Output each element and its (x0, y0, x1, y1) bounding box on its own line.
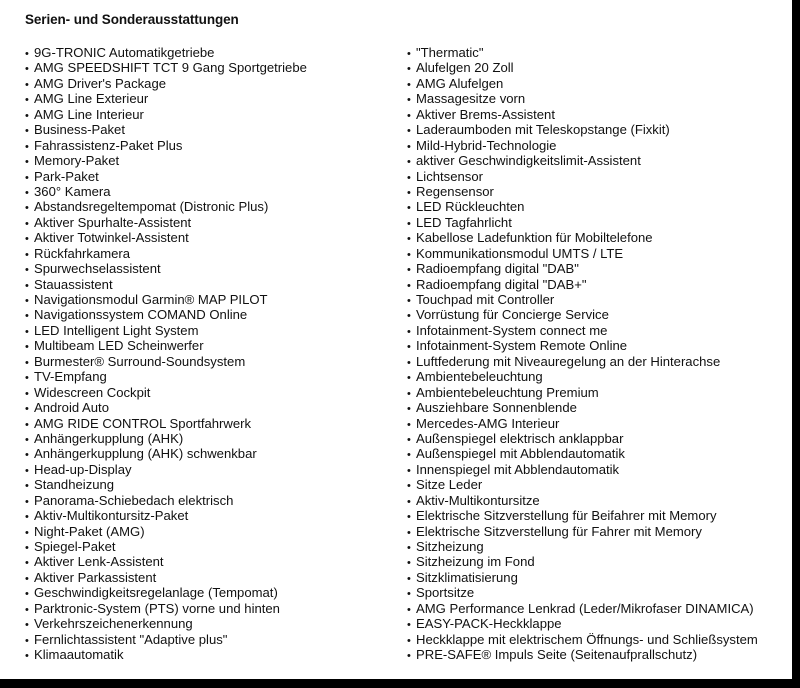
bullet-icon: • (25, 202, 29, 215)
bullet-icon: • (25, 78, 29, 91)
list-item-text: Vorrüstung für Concierge Service (416, 307, 609, 323)
list-item (407, 554, 787, 569)
list-item (407, 246, 787, 261)
list-item (407, 462, 787, 477)
bullet-icon: • (25, 619, 29, 632)
list-item (25, 338, 400, 353)
list-item (407, 60, 787, 75)
list-item (407, 338, 787, 353)
list-item (25, 446, 400, 461)
list-item (407, 76, 787, 91)
list-item-text: Head-up-Display (34, 461, 132, 477)
bullet-icon: • (407, 171, 411, 184)
list-item-text: Sportsitze (416, 585, 475, 601)
list-item (25, 277, 400, 292)
list-item (25, 632, 400, 647)
list-item-text: Business-Paket (34, 122, 125, 138)
list-item (407, 616, 787, 631)
list-item (25, 323, 400, 338)
list-item (25, 45, 400, 60)
list-item-text: Mild-Hybrid-Technologie (416, 137, 557, 153)
list-item-text: Infotainment-System Remote Online (416, 338, 628, 354)
bullet-icon: • (407, 634, 411, 647)
equipment-list-right (407, 45, 787, 663)
bullet-icon: • (407, 63, 411, 76)
list-item (407, 431, 787, 446)
bullet-icon: • (25, 233, 29, 246)
list-item (25, 91, 400, 106)
list-item (25, 261, 400, 276)
bullet-icon: • (407, 125, 411, 138)
list-item (25, 60, 400, 75)
bullet-icon: • (407, 480, 411, 493)
list-item-text: Massagesitze vorn (416, 91, 526, 107)
bullet-icon: • (407, 140, 411, 153)
bullet-icon: • (25, 63, 29, 76)
bullet-icon: • (407, 387, 411, 400)
list-item-text: "Thermatic" (416, 45, 484, 60)
bullet-icon: • (407, 650, 411, 663)
list-item-text: Innenspiegel mit Abblendautomatik (416, 461, 620, 477)
list-item-text: Lichtsensor (416, 168, 483, 184)
list-item (407, 539, 787, 554)
list-item-text: AMG SPEEDSHIFT TCT 9 Gang Sportgetriebe (34, 60, 307, 76)
list-item-text: Radioempfang digital "DAB+" (416, 276, 587, 292)
list-item-text: Heckklappe mit elektrischem Öffnungs- und Schließsystem (416, 631, 758, 647)
list-item (25, 354, 400, 369)
list-item (407, 292, 787, 307)
list-item (407, 570, 787, 585)
list-item-text: Aktiver Brems-Assistent (416, 106, 555, 122)
bullet-icon: • (25, 588, 29, 601)
list-item-text: Sitzheizung (416, 539, 484, 554)
list-item-text: Park-Paket (34, 168, 99, 184)
bullet-icon: • (407, 372, 411, 385)
list-item-text: LED Rückleuchten (416, 199, 525, 215)
list-item-text: Multibeam LED Scheinwerfer (34, 338, 204, 354)
list-item-text: AMG Line Exterieur (34, 91, 149, 107)
bullet-icon: • (25, 634, 29, 647)
bullet-icon: • (25, 403, 29, 416)
list-item-text: Aktiver Lenk-Assistent (34, 554, 164, 570)
list-item-text: Mercedes-AMG Interieur (416, 415, 560, 431)
list-item (25, 153, 400, 168)
list-item-text: Außenspiegel mit Abblendautomatik (416, 446, 625, 462)
list-item-text: 9G-TRONIC Automatikgetriebe (34, 45, 215, 60)
list-item-text: Alufelgen 20 Zoll (416, 60, 514, 76)
list-item-text: Kommunikationsmodul UMTS / LTE (416, 245, 624, 261)
bullet-icon: • (407, 186, 411, 199)
bullet-icon: • (407, 542, 411, 554)
list-item (407, 354, 787, 369)
list-item (407, 138, 787, 153)
list-item-text: Aktiv-Multikontursitz-Paket (34, 508, 189, 524)
bullet-icon: • (25, 125, 29, 138)
bullet-icon: • (25, 171, 29, 184)
list-item (25, 184, 400, 199)
bullet-icon: • (407, 248, 411, 261)
bullet-icon: • (25, 248, 29, 261)
list-item (25, 215, 400, 230)
list-item-text: Navigationsmodul Garmin® MAP PILOT (34, 292, 268, 307)
list-item-text: Verkehrszeichenerkennung (34, 616, 193, 632)
list-item-text: Parktronic-System (PTS) vorne und hinten (34, 600, 280, 616)
list-item (407, 416, 787, 431)
bullet-icon: • (407, 495, 411, 508)
list-item (25, 169, 400, 184)
list-item (25, 585, 400, 600)
bullet-icon: • (407, 403, 411, 416)
list-item (25, 246, 400, 261)
bullet-icon: • (407, 572, 411, 585)
list-item (25, 647, 400, 662)
bullet-icon: • (407, 603, 411, 616)
bullet-icon: • (25, 603, 29, 616)
bullet-icon: • (407, 295, 411, 307)
page-title: Serien- und Sonderausstattungen (25, 12, 239, 27)
list-item (407, 169, 787, 184)
bullet-icon: • (25, 542, 29, 554)
list-item-text: EASY-PACK-Heckklappe (416, 616, 562, 632)
list-item (407, 524, 787, 539)
list-item-text: Regensensor (416, 183, 494, 199)
list-item-text: LED Tagfahrlicht (416, 214, 512, 230)
list-item-text: Laderaumboden mit Teleskopstange (Fixkit) (416, 122, 670, 138)
list-item-text: Memory-Paket (34, 153, 120, 169)
bullet-icon: • (407, 78, 411, 91)
list-item-text: Elektrische Sitzverstellung für Beifahrer mit Memory (416, 508, 717, 524)
list-item (407, 400, 787, 415)
list-item-text: Rückfahrkamera (34, 245, 131, 261)
bullet-icon: • (407, 464, 411, 477)
list-item-text: TV-Empfang (34, 369, 107, 385)
list-item-text: Kabellose Ladefunktion für Mobiltelefone (416, 230, 653, 246)
list-item (407, 277, 787, 292)
list-item (407, 385, 787, 400)
list-item (407, 601, 787, 616)
list-item (25, 493, 400, 508)
list-item-text: AMG Alufelgen (416, 75, 504, 91)
bullet-icon: • (25, 650, 29, 663)
list-item (25, 462, 400, 477)
list-item (407, 91, 787, 106)
list-item (25, 477, 400, 492)
bullet-icon: • (25, 109, 29, 122)
list-item (25, 292, 400, 307)
bullet-icon: • (25, 449, 29, 462)
bullet-icon: • (407, 511, 411, 524)
list-item-text: Ausziehbare Sonnenblende (416, 400, 577, 416)
list-item (25, 524, 400, 539)
bullet-icon: • (25, 495, 29, 508)
bullet-icon: • (25, 433, 29, 446)
list-item-text: AMG RIDE CONTROL Sportfahrwerk (34, 415, 252, 431)
list-item (407, 153, 787, 168)
bullet-icon: • (25, 341, 29, 354)
list-item (407, 307, 787, 322)
bullet-icon: • (407, 202, 411, 215)
list-item-text: Aktiver Parkassistent (34, 569, 157, 585)
bullet-icon: • (407, 588, 411, 601)
bullet-icon: • (407, 217, 411, 230)
list-item-text: Aktiver Spurhalte-Assistent (34, 214, 192, 230)
bullet-icon: • (25, 48, 29, 60)
bullet-icon: • (407, 449, 411, 462)
list-item-text: PRE-SAFE® Impuls Seite (Seitenaufprallschutz) (416, 647, 698, 663)
list-item-text: Außenspiegel elektrisch anklappbar (416, 430, 624, 446)
bullet-icon: • (25, 140, 29, 153)
bullet-icon: • (407, 325, 411, 338)
bullet-icon: • (407, 94, 411, 107)
bullet-icon: • (25, 418, 29, 431)
list-item-text: Android Auto (34, 400, 109, 416)
list-item (407, 107, 787, 122)
bullet-icon: • (407, 619, 411, 632)
list-item (407, 493, 787, 508)
bullet-icon: • (25, 480, 29, 493)
bullet-icon: • (407, 526, 411, 539)
list-item (407, 45, 787, 60)
bullet-icon: • (25, 94, 29, 107)
list-item-text: Infotainment-System connect me (416, 322, 608, 338)
bullet-icon: • (407, 48, 411, 60)
list-item (25, 539, 400, 554)
list-item-text: Anhängerkupplung (AHK) (34, 430, 184, 446)
list-item (25, 601, 400, 616)
list-item (407, 230, 787, 245)
list-item-text: Aktiv-Multikontursitze (416, 492, 540, 508)
list-item (407, 369, 787, 384)
bullet-icon: • (25, 511, 29, 524)
bullet-icon: • (25, 156, 29, 169)
list-item-text: Navigationssystem COMAND Online (34, 307, 248, 323)
list-item-text: AMG Performance Lenkrad (Leder/Mikrofaser DINAMICA) (416, 600, 754, 616)
list-item-text: Ambientebeleuchtung Premium (416, 384, 599, 400)
bullet-icon: • (407, 310, 411, 323)
list-item (25, 369, 400, 384)
list-item (25, 199, 400, 214)
bullet-icon: • (25, 557, 29, 570)
list-item-text: 360° Kamera (34, 183, 111, 199)
list-item-text: Abstandsregeltempomat (Distronic Plus) (34, 199, 269, 215)
list-item-text: Radioempfang digital "DAB" (416, 261, 579, 277)
list-item (407, 184, 787, 199)
list-item-text: Burmester® Surround-Soundsystem (34, 353, 246, 369)
list-item-text: Luftfederung mit Niveauregelung an der Hinterachse (416, 353, 721, 369)
list-item-text: Geschwindigkeitsregelanlage (Tempomat) (34, 585, 278, 601)
list-item-text: aktiver Geschwindigkeitslimit-Assistent (416, 153, 641, 169)
list-item (25, 554, 400, 569)
list-item (25, 307, 400, 322)
bullet-icon: • (25, 572, 29, 585)
list-item-text: Anhängerkupplung (AHK) schwenkbar (34, 446, 257, 462)
list-item-text: AMG Driver's Package (34, 75, 167, 91)
list-item (407, 585, 787, 600)
list-item (407, 632, 787, 647)
list-item (407, 122, 787, 137)
bullet-icon: • (25, 372, 29, 385)
bullet-icon: • (407, 341, 411, 354)
list-item-text: Standheizung (34, 477, 115, 493)
bullet-icon: • (407, 264, 411, 277)
bullet-icon: • (25, 325, 29, 338)
list-item (407, 199, 787, 214)
list-item-text: Fahrassistenz-Paket Plus (34, 137, 183, 153)
bullet-icon: • (407, 109, 411, 122)
list-item (407, 446, 787, 461)
bullet-icon: • (25, 387, 29, 400)
list-item-text: Fernlichtassistent "Adaptive plus" (34, 631, 228, 647)
list-item-text: Ambientebeleuchtung (416, 369, 543, 385)
list-item (25, 76, 400, 91)
list-item (25, 230, 400, 245)
list-item-text: Elektrische Sitzverstellung für Fahrer mit Memory (416, 523, 702, 539)
bullet-icon: • (407, 557, 411, 570)
list-item (407, 508, 787, 523)
list-item-text: Sitzklimatisierung (416, 569, 518, 585)
list-item-text: Panorama-Schiebedach elektrisch (34, 492, 234, 508)
list-item (25, 138, 400, 153)
list-item (25, 385, 400, 400)
bullet-icon: • (407, 356, 411, 369)
bullet-icon: • (407, 233, 411, 246)
list-item-text: Widescreen Cockpit (34, 384, 151, 400)
list-item (25, 616, 400, 631)
bullet-icon: • (25, 464, 29, 477)
list-item-text: Sitze Leder (416, 477, 483, 493)
list-item-text: Sitzheizung im Fond (416, 554, 535, 570)
list-item-text: Spurwechselassistent (34, 261, 161, 277)
list-item-text: Aktiver Totwinkel-Assistent (34, 230, 189, 246)
bullet-icon: • (407, 418, 411, 431)
list-item (25, 122, 400, 137)
list-item-text: LED Intelligent Light System (34, 322, 199, 338)
bullet-icon: • (25, 186, 29, 199)
list-item (407, 215, 787, 230)
bullet-icon: • (25, 279, 29, 292)
list-item (25, 107, 400, 122)
list-item (25, 416, 400, 431)
list-item-text: Spiegel-Paket (34, 539, 116, 554)
list-item (25, 431, 400, 446)
list-item (407, 647, 787, 662)
list-item (25, 570, 400, 585)
bullet-icon: • (25, 310, 29, 323)
list-item (407, 261, 787, 276)
list-item (407, 323, 787, 338)
bullet-icon: • (25, 217, 29, 230)
equipment-list-left (25, 45, 400, 663)
list-item (407, 477, 787, 492)
list-item-text: Klimaautomatik (34, 647, 124, 663)
list-item (25, 508, 400, 523)
list-item (25, 400, 400, 415)
bullet-icon: • (25, 264, 29, 277)
bullet-icon: • (407, 279, 411, 292)
bullet-icon: • (25, 526, 29, 539)
bullet-icon: • (407, 156, 411, 169)
list-item-text: AMG Line Interieur (34, 106, 144, 122)
list-item-text: Stauassistent (34, 276, 113, 292)
bullet-icon: • (25, 295, 29, 307)
list-item-text: Touchpad mit Controller (416, 292, 555, 307)
bullet-icon: • (407, 433, 411, 446)
bullet-icon: • (25, 356, 29, 369)
list-item-text: Night-Paket (AMG) (34, 523, 145, 539)
